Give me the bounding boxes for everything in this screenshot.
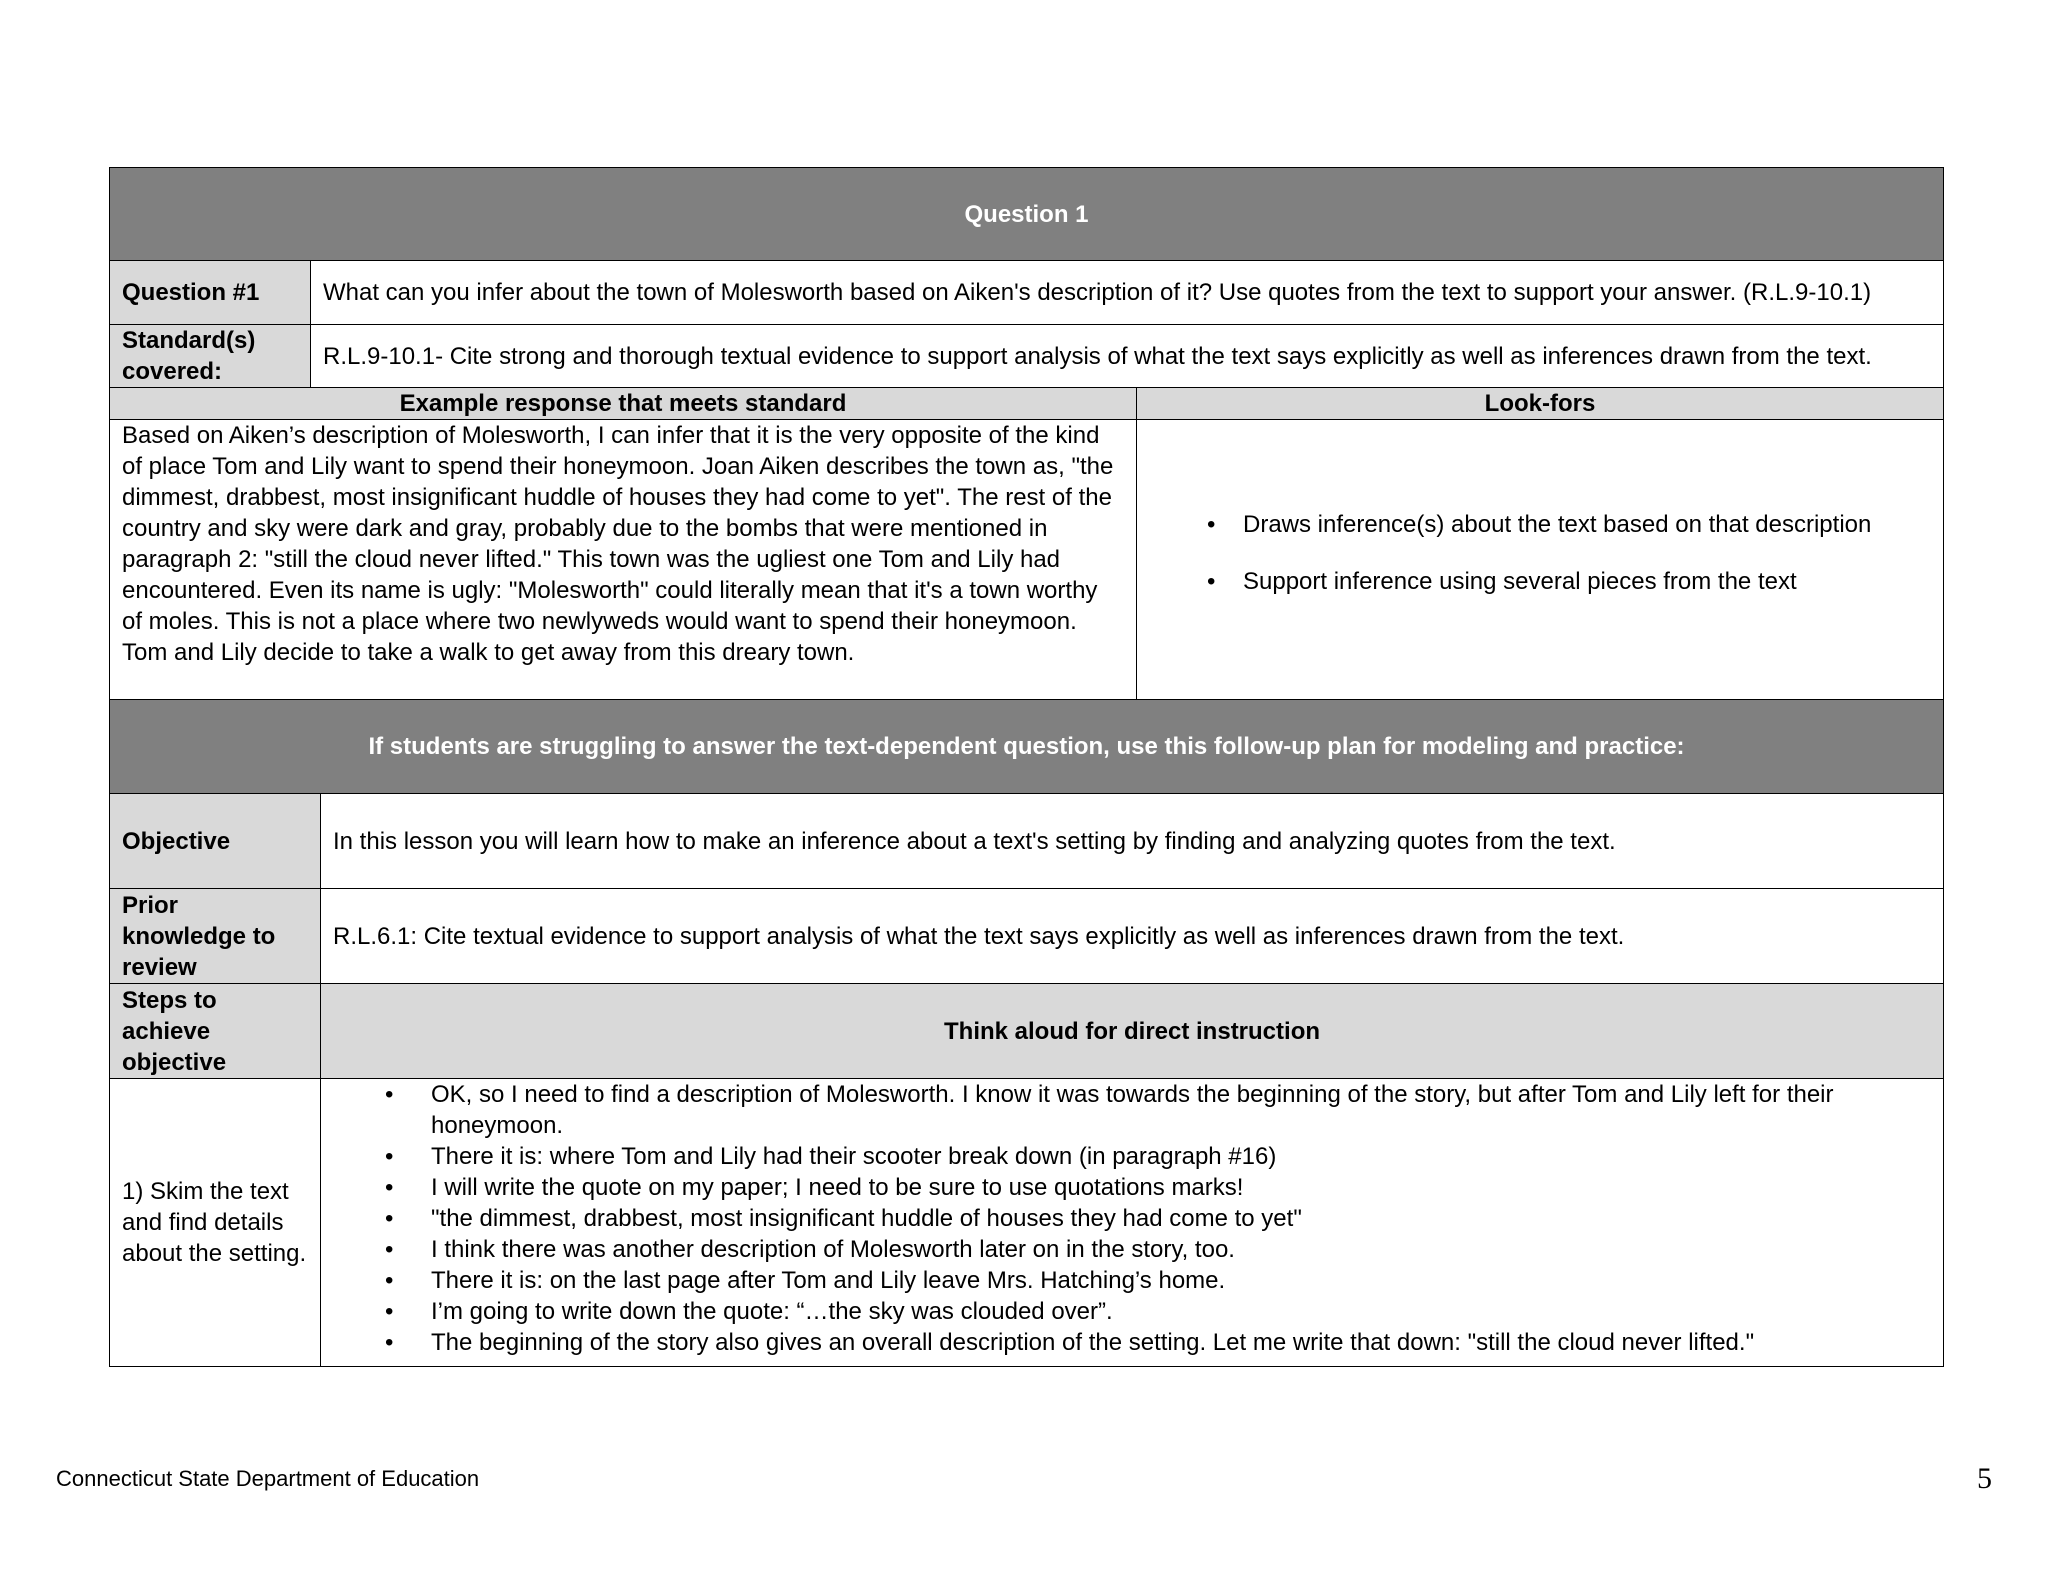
followup-header-row [110,700,1944,794]
step1-row [110,1079,1944,1367]
lookfors-list [1149,509,1931,597]
think-aloud-item: • I will write the quote on my paper; I need to be sure to use quotations marks! [333,1172,1931,1203]
think-aloud-list [333,1079,1931,1358]
think-aloud-item: • I’m going to write down the quote: “…the sky was clouded over”. [333,1296,1931,1327]
question-header: Question 1 [110,168,1944,261]
prior-knowledge-row [110,889,1944,984]
think-aloud-item: • There it is: on the last page after Tom and Lily leave Mrs. Hatching’s home. [333,1265,1931,1296]
think-aloud-item: • "the dimmest, drabbest, most insignificant huddle of houses they had come to yet" [333,1203,1931,1234]
response-header-row [110,388,1944,420]
lookfor-item: • Support inference using several pieces from the text [1149,566,1931,597]
lookfors-cell [1137,420,1944,700]
question-header-row [110,168,1944,261]
steps-label: Steps to achieve objective [110,984,321,1079]
objective-label: Objective [110,794,321,889]
step1-label: 1) Skim the text and find details about the setting. [110,1079,321,1367]
think-aloud-item: • OK, so I need to find a description of Molesworth. I know it was towards the beginning of the story, but after Tom and Lily left for their honeymoon. [333,1079,1931,1141]
standards-label: Standard(s) covered: [110,325,311,388]
response-row [110,420,1944,700]
question-label: Question #1 [110,261,311,325]
lookfor-item: • Draws inference(s) about the text based on that description [1149,509,1931,540]
example-response-text: Based on Aiken’s description of Molesworth, I can infer that it is the very opposite of the kind of place Tom and Lily want to spend their honeymoon. Joan Aiken describes the town as, "the dimmest, drabbest, most insignificant huddle of houses they had come to yet". The rest of the country and sky were dark and gray, probably due to the bombs that were mentioned in paragraph 2: "still the cloud never lifted." This town was the ugliest one Tom and Lily had encountered. Even its name is ugly: "Molesworth" could literally mean that it's a town worthy of moles. This is not a place where two newlyweds would want to spend their honeymoon. Tom and Lily decide to take a walk to get away from this dreary town. [110,420,1137,700]
prior-knowledge-text: R.L.6.1: Cite textual evidence to support analysis of what the text says explicitly as well as inferences drawn from the text. [321,889,1944,984]
standards-text: R.L.9-10.1- Cite strong and thorough textual evidence to support analysis of what the text says explicitly as well as inferences drawn from the text. [311,325,1944,388]
think-aloud-item: • The beginning of the story also gives an overall description of the setting. Let me write that down: "still the cloud never lifted." [333,1327,1931,1358]
question-text: What can you infer about the town of Molesworth based on Aiken's description of it? Use quotes from the text to support your answer. (R.L.9-10.1) [311,261,1944,325]
think-aloud-item: • I think there was another description of Molesworth later on in the story, too. [333,1234,1931,1265]
followup-header: If students are struggling to answer the text-dependent question, use this follow-up plan for modeling and practice: [110,700,1944,794]
standards-row [110,325,1944,388]
objective-row [110,794,1944,889]
example-response-header: Example response that meets standard [110,388,1137,420]
think-aloud-item: • There it is: where Tom and Lily had their scooter break down (in paragraph #16) [333,1141,1931,1172]
lesson-table [109,167,1944,1367]
footer-organization: Connecticut State Department of Education [56,1466,480,1491]
prior-knowledge-label: Prior knowledge to review [110,889,321,984]
question-row [110,261,1944,325]
think-aloud-header: Think aloud for direct instruction [321,984,1944,1079]
page-number: 5 [1977,1462,1992,1495]
objective-text: In this lesson you will learn how to make an inference about a text's setting by finding and analyzing quotes from the text. [321,794,1944,889]
step1-cell [321,1079,1944,1367]
steps-header-row [110,984,1944,1079]
lookfors-header: Look-fors [1137,388,1944,420]
